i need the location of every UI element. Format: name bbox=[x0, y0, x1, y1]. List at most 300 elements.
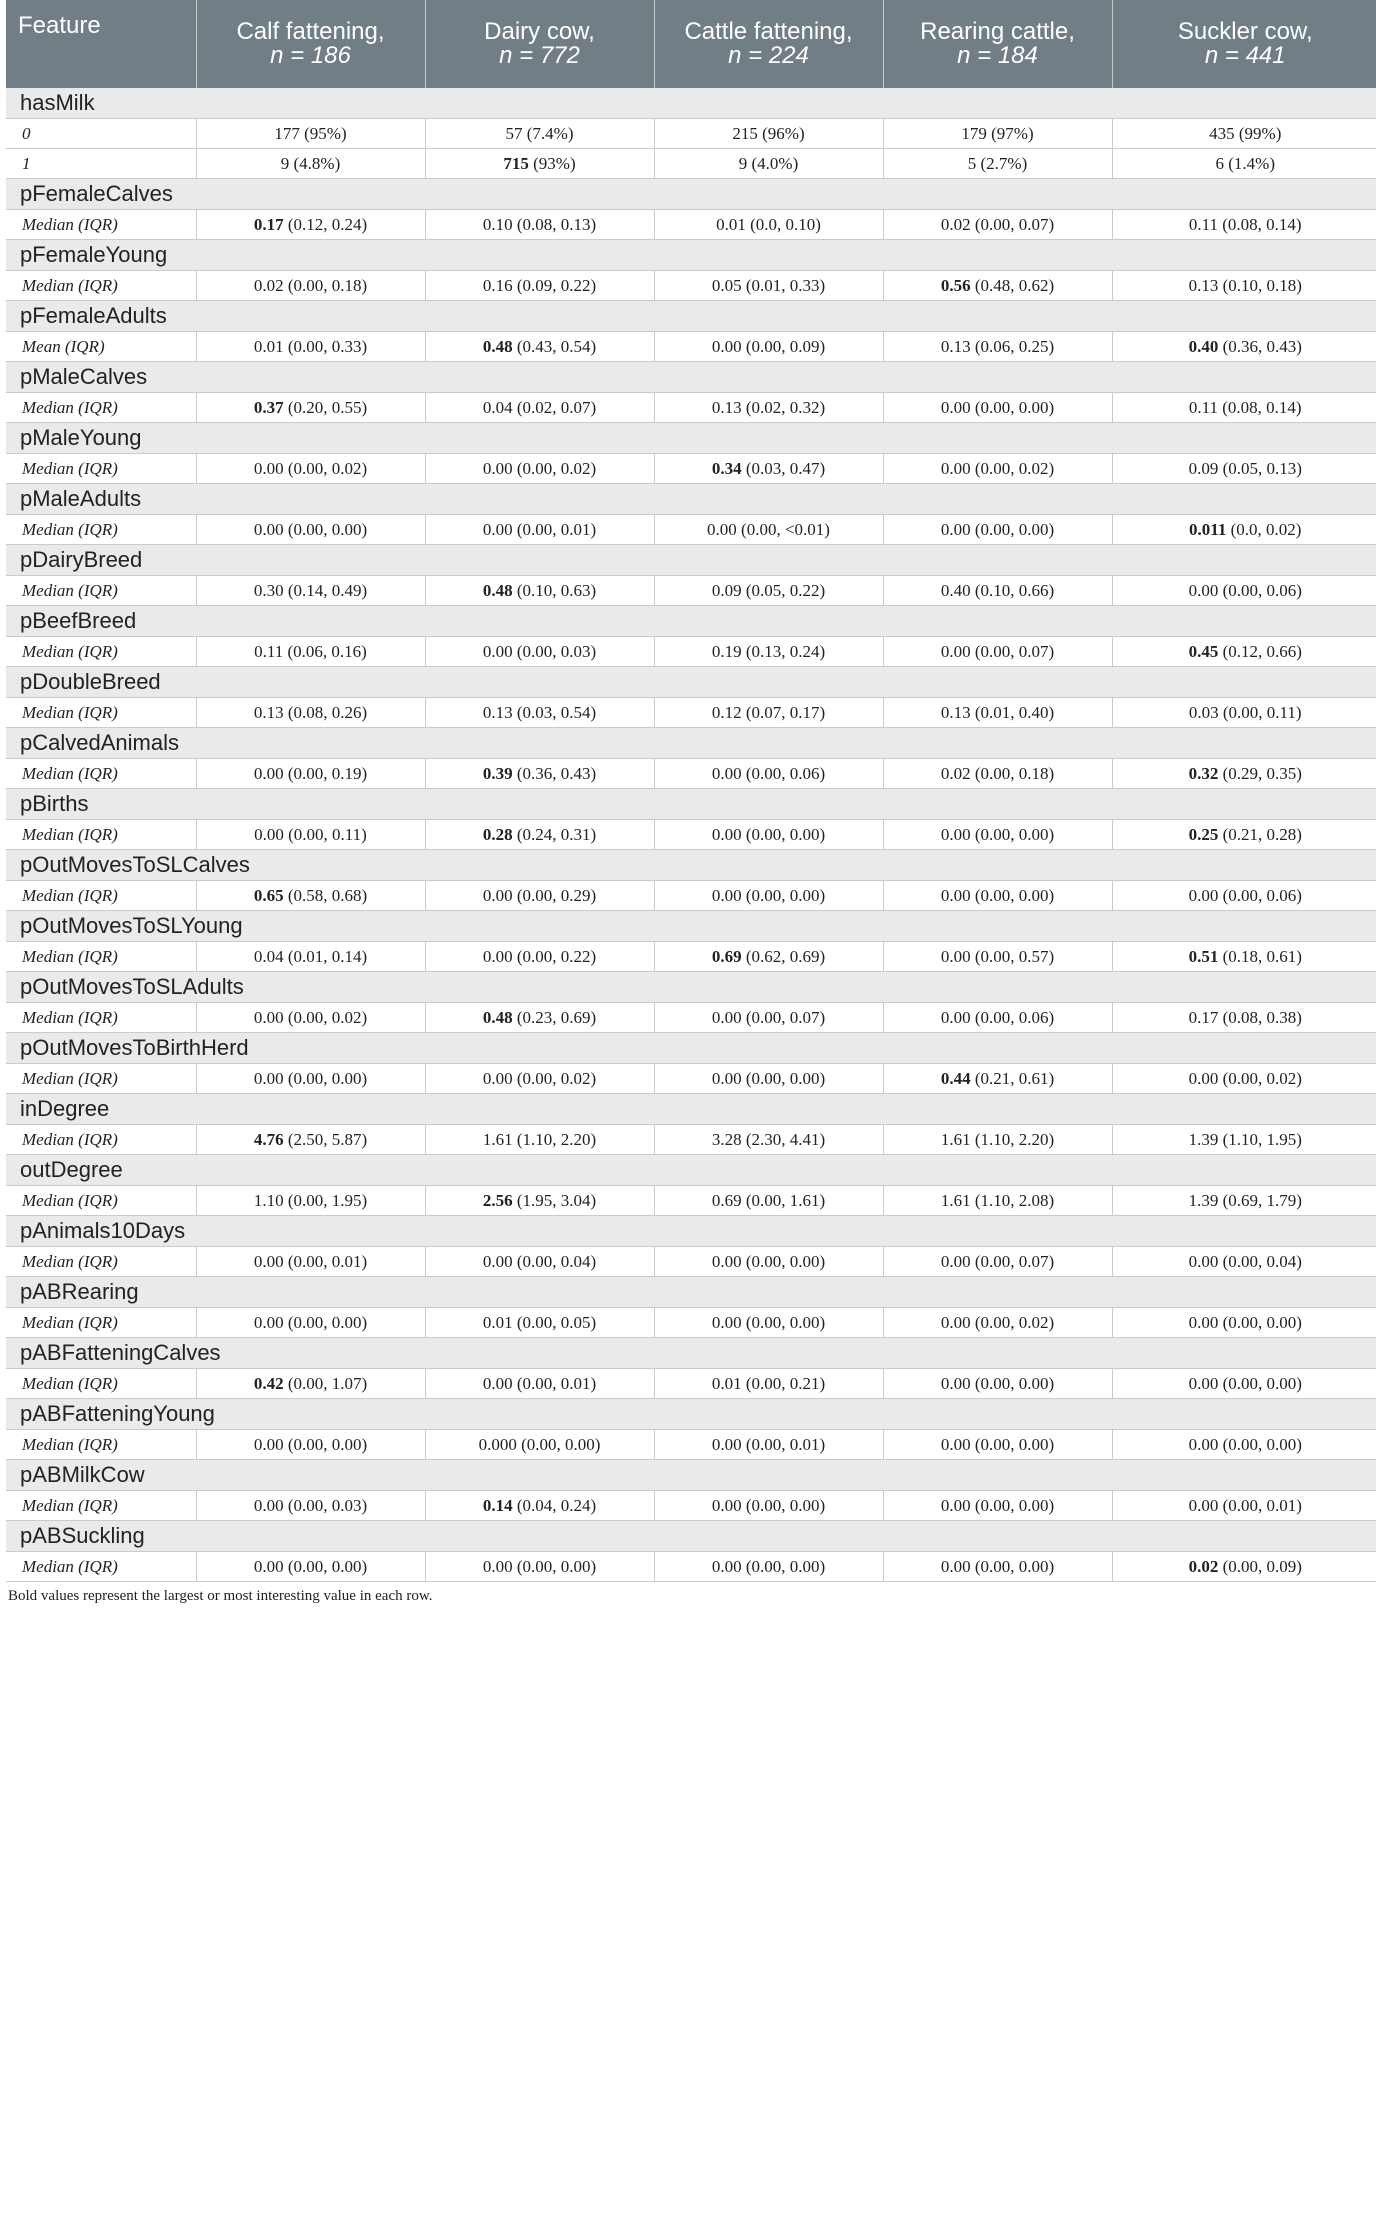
table-cell bbox=[883, 271, 1112, 301]
cell-value: 0.00 (0.00, 0.00) bbox=[711, 1252, 826, 1271]
table-cell bbox=[425, 1308, 654, 1338]
table-cell bbox=[883, 1247, 1112, 1277]
table-cell bbox=[883, 942, 1112, 972]
cell-value: 0.00 (0.00, 0.02) bbox=[940, 1313, 1055, 1332]
table-row bbox=[6, 332, 1376, 362]
cell-value: 177 (95%) bbox=[274, 124, 347, 143]
table-cell bbox=[1112, 332, 1376, 362]
table-cell bbox=[425, 1430, 654, 1460]
table-cell bbox=[654, 149, 883, 179]
table-cell bbox=[1112, 1552, 1376, 1582]
table-cell bbox=[425, 1125, 654, 1155]
cell-value: 0.10 (0.08, 0.13) bbox=[482, 215, 597, 234]
highlight-value: 0.32 bbox=[1188, 764, 1219, 783]
table-cell bbox=[654, 1308, 883, 1338]
cell-value: 0.00 (0.00, 0.04) bbox=[1188, 1252, 1302, 1271]
table-row bbox=[6, 271, 1376, 301]
cell-value: 0.00 (0.00, 0.06) bbox=[711, 764, 826, 783]
table-cell bbox=[654, 637, 883, 667]
row-label: Median (IQR) bbox=[6, 637, 196, 667]
table-cell bbox=[654, 1369, 883, 1399]
table-cell bbox=[196, 393, 425, 423]
table-cell bbox=[1112, 1003, 1376, 1033]
cell-value: 9 (4.8%) bbox=[280, 154, 341, 173]
table-cell bbox=[425, 149, 654, 179]
section-row bbox=[6, 1521, 1376, 1552]
section-title: pDairyBreed bbox=[6, 545, 1376, 576]
highlight-value: 0.17 bbox=[253, 215, 284, 234]
section-row bbox=[6, 1155, 1376, 1186]
table-cell bbox=[883, 1003, 1112, 1033]
table-row bbox=[6, 759, 1376, 789]
cell-value: 0.00 (0.00, 0.00) bbox=[940, 825, 1055, 844]
table-cell bbox=[883, 1064, 1112, 1094]
cell-value: 0.00 (0.00, 0.06) bbox=[940, 1008, 1055, 1027]
table-cell bbox=[425, 637, 654, 667]
table-row bbox=[6, 820, 1376, 850]
cell-value: 0.11 (0.08, 0.14) bbox=[1188, 215, 1302, 234]
table-row bbox=[6, 1552, 1376, 1582]
cell-value: 0.00 (0.00, 0.00) bbox=[940, 1435, 1055, 1454]
row-label: Median (IQR) bbox=[6, 1369, 196, 1399]
table-cell bbox=[883, 1308, 1112, 1338]
table-cell bbox=[654, 1186, 883, 1216]
table-row bbox=[6, 881, 1376, 911]
table-cell bbox=[654, 271, 883, 301]
cell-value: 1.61 (1.10, 2.08) bbox=[940, 1191, 1055, 1210]
section-row bbox=[6, 1094, 1376, 1125]
header-col-n: n = 441 bbox=[1204, 42, 1286, 69]
cell-value: (0.04, 0.24) bbox=[512, 1496, 597, 1515]
table-row bbox=[6, 1186, 1376, 1216]
cell-value: 0.11 (0.06, 0.16) bbox=[254, 642, 367, 661]
cell-value: 0.01 (0.00, 0.33) bbox=[253, 337, 368, 356]
section-title: outDegree bbox=[6, 1155, 1376, 1186]
highlight-value: 0.40 bbox=[1188, 337, 1219, 356]
table-cell bbox=[1112, 1186, 1376, 1216]
table-cell bbox=[883, 454, 1112, 484]
cell-value: 0.04 (0.02, 0.07) bbox=[482, 398, 597, 417]
cell-value: 0.00 (0.00, 0.00) bbox=[1188, 1374, 1302, 1393]
data-table-container bbox=[6, 0, 1376, 1605]
table-cell bbox=[883, 1491, 1112, 1521]
row-label: Median (IQR) bbox=[6, 1491, 196, 1521]
cell-value: 1.10 (0.00, 1.95) bbox=[253, 1191, 368, 1210]
cell-value: (0.12, 0.24) bbox=[283, 215, 368, 234]
cell-value: (2.50, 5.87) bbox=[283, 1130, 368, 1149]
cell-value: 0.000 (0.00, 0.00) bbox=[478, 1435, 601, 1454]
section-title: pAnimals10Days bbox=[6, 1216, 1376, 1247]
cell-value: 0.13 (0.02, 0.32) bbox=[711, 398, 826, 417]
table-cell bbox=[196, 454, 425, 484]
table-cell bbox=[1112, 1064, 1376, 1094]
table-cell bbox=[883, 759, 1112, 789]
table-cell bbox=[883, 210, 1112, 240]
cell-value: (0.00, 1.07) bbox=[283, 1374, 368, 1393]
highlight-value: 0.39 bbox=[482, 764, 513, 783]
section-title: pABFatteningCalves bbox=[6, 1338, 1376, 1369]
highlight-value: 2.56 bbox=[482, 1191, 513, 1210]
section-row bbox=[6, 179, 1376, 210]
table-cell bbox=[1112, 820, 1376, 850]
cell-value: 435 (99%) bbox=[1209, 124, 1282, 143]
table-cell bbox=[196, 576, 425, 606]
highlight-value: 715 bbox=[503, 154, 529, 173]
table-cell bbox=[1112, 1491, 1376, 1521]
row-label: Median (IQR) bbox=[6, 759, 196, 789]
cell-value: 0.00 (0.00, 0.03) bbox=[253, 1496, 368, 1515]
table-cell bbox=[196, 1308, 425, 1338]
section-title: pOutMovesToSLAdults bbox=[6, 972, 1376, 1003]
table-cell bbox=[654, 1125, 883, 1155]
highlight-value: 0.44 bbox=[940, 1069, 971, 1088]
section-row bbox=[6, 606, 1376, 637]
cell-value: 0.00 (0.00, 0.00) bbox=[940, 520, 1055, 539]
cell-value: 0.00 (0.00, 0.07) bbox=[940, 1252, 1055, 1271]
table-cell bbox=[1112, 1308, 1376, 1338]
table-cell bbox=[1112, 119, 1376, 149]
highlight-value: 0.48 bbox=[482, 337, 513, 356]
row-label: Median (IQR) bbox=[6, 1003, 196, 1033]
table-cell bbox=[425, 393, 654, 423]
section-title: pFemaleCalves bbox=[6, 179, 1376, 210]
cell-value: 0.00 (0.00, 0.11) bbox=[254, 825, 367, 844]
cell-value: (0.21, 0.61) bbox=[970, 1069, 1055, 1088]
cell-value: 0.00 (0.00, 0.00) bbox=[940, 398, 1055, 417]
cell-value: 0.13 (0.03, 0.54) bbox=[482, 703, 597, 722]
cell-value: 179 (97%) bbox=[961, 124, 1034, 143]
section-row bbox=[6, 1277, 1376, 1308]
table-cell bbox=[654, 1064, 883, 1094]
highlight-value: 0.56 bbox=[940, 276, 971, 295]
cell-value: 0.00 (0.00, 0.00) bbox=[482, 1557, 597, 1576]
header-col-name: Rearing cattle, bbox=[920, 18, 1075, 45]
cell-value: 215 (96%) bbox=[732, 124, 805, 143]
table-cell bbox=[425, 1003, 654, 1033]
table-cell bbox=[654, 515, 883, 545]
table-cell bbox=[196, 637, 425, 667]
cell-value: 0.13 (0.10, 0.18) bbox=[1188, 276, 1302, 295]
highlight-value: 0.011 bbox=[1189, 520, 1227, 539]
header-dairy-cow bbox=[425, 0, 654, 88]
table-cell bbox=[654, 576, 883, 606]
section-row bbox=[6, 1399, 1376, 1430]
table-cell bbox=[425, 942, 654, 972]
section-row bbox=[6, 667, 1376, 698]
section-row bbox=[6, 1338, 1376, 1369]
table-cell bbox=[654, 210, 883, 240]
section-row bbox=[6, 1460, 1376, 1491]
section-title: pABFatteningYoung bbox=[6, 1399, 1376, 1430]
cell-value: 0.69 (0.00, 1.61) bbox=[711, 1191, 826, 1210]
table-cell bbox=[1112, 515, 1376, 545]
table-cell bbox=[196, 210, 425, 240]
cell-value: 0.04 (0.01, 0.14) bbox=[253, 947, 368, 966]
highlight-value: 0.02 bbox=[1188, 1557, 1219, 1576]
cell-value: 0.00 (0.00, 0.00) bbox=[711, 1496, 826, 1515]
table-cell bbox=[1112, 698, 1376, 728]
table-cell bbox=[654, 332, 883, 362]
row-label: Median (IQR) bbox=[6, 210, 196, 240]
table-row bbox=[6, 698, 1376, 728]
cell-value: 1.39 (1.10, 1.95) bbox=[1188, 1130, 1302, 1149]
table-cell bbox=[654, 454, 883, 484]
cell-value: 0.13 (0.08, 0.26) bbox=[253, 703, 368, 722]
table-cell bbox=[425, 515, 654, 545]
highlight-value: 0.28 bbox=[482, 825, 513, 844]
section-row bbox=[6, 545, 1376, 576]
cell-value: 0.00 (0.00, 0.00) bbox=[253, 1069, 368, 1088]
table-cell bbox=[425, 881, 654, 911]
cell-value: 0.00 (0.00, 0.06) bbox=[1188, 886, 1302, 905]
table-cell bbox=[654, 820, 883, 850]
highlight-value: 4.76 bbox=[253, 1130, 284, 1149]
header-col-name: Cattle fattening, bbox=[684, 18, 853, 45]
table-cell bbox=[425, 271, 654, 301]
table-cell bbox=[654, 698, 883, 728]
table-row bbox=[6, 1064, 1376, 1094]
highlight-value: 0.45 bbox=[1188, 642, 1219, 661]
cell-value: (0.48, 0.62) bbox=[970, 276, 1055, 295]
table-cell bbox=[883, 1369, 1112, 1399]
row-label: Median (IQR) bbox=[6, 698, 196, 728]
cell-value: 0.12 (0.07, 0.17) bbox=[711, 703, 826, 722]
cell-value: 6 (1.4%) bbox=[1215, 154, 1275, 173]
cell-value: 0.01 (0.0, 0.10) bbox=[716, 215, 821, 234]
table-cell bbox=[1112, 210, 1376, 240]
table-cell bbox=[1112, 393, 1376, 423]
table-cell bbox=[883, 1125, 1112, 1155]
table-cell bbox=[654, 1491, 883, 1521]
table-cell bbox=[196, 1430, 425, 1460]
cell-value: 0.00 (0.00, 0.02) bbox=[482, 1069, 597, 1088]
section-row bbox=[6, 789, 1376, 820]
table-cell bbox=[1112, 881, 1376, 911]
table-row bbox=[6, 119, 1376, 149]
table-cell bbox=[196, 759, 425, 789]
cell-value: 0.05 (0.01, 0.33) bbox=[711, 276, 826, 295]
table-cell bbox=[1112, 1430, 1376, 1460]
section-row bbox=[6, 301, 1376, 332]
header-col-name: Dairy cow, bbox=[484, 18, 595, 45]
cell-value: 0.02 (0.00, 0.18) bbox=[940, 764, 1055, 783]
row-label: Mean (IQR) bbox=[6, 332, 196, 362]
table-cell bbox=[883, 119, 1112, 149]
row-label: Median (IQR) bbox=[6, 454, 196, 484]
header-col-n: n = 186 bbox=[270, 42, 351, 69]
table-cell bbox=[654, 119, 883, 149]
cell-value: (0.36, 0.43) bbox=[1218, 337, 1302, 356]
cell-value: 0.00 (0.00, 0.00) bbox=[253, 1435, 368, 1454]
section-row bbox=[6, 240, 1376, 271]
cell-value: 5 (2.7%) bbox=[967, 154, 1028, 173]
table-cell bbox=[425, 1369, 654, 1399]
cell-value: (0.10, 0.63) bbox=[512, 581, 597, 600]
cell-value: 0.00 (0.00, 0.01) bbox=[482, 520, 597, 539]
table-cell bbox=[425, 1064, 654, 1094]
cell-value: 0.00 (0.00, 0.01) bbox=[711, 1435, 826, 1454]
section-title: pFemaleYoung bbox=[6, 240, 1376, 271]
table-cell bbox=[425, 820, 654, 850]
cell-value: 0.00 (0.00, 0.06) bbox=[1188, 581, 1302, 600]
cell-value: (0.0, 0.02) bbox=[1226, 520, 1302, 539]
table-cell bbox=[883, 393, 1112, 423]
row-label: Median (IQR) bbox=[6, 1186, 196, 1216]
table-cell bbox=[654, 1430, 883, 1460]
cell-value: 0.00 (0.00, 0.22) bbox=[482, 947, 597, 966]
table-cell bbox=[1112, 149, 1376, 179]
table-cell bbox=[883, 637, 1112, 667]
section-title: hasMilk bbox=[6, 88, 1376, 119]
table-row bbox=[6, 1308, 1376, 1338]
cell-value: 0.00 (0.00, 0.00) bbox=[711, 886, 826, 905]
header-rearing-cattle bbox=[883, 0, 1112, 88]
table-cell bbox=[196, 698, 425, 728]
cell-value: (0.21, 0.28) bbox=[1218, 825, 1302, 844]
table-cell bbox=[425, 576, 654, 606]
row-label: Median (IQR) bbox=[6, 820, 196, 850]
table-row bbox=[6, 1003, 1376, 1033]
section-title: pABRearing bbox=[6, 1277, 1376, 1308]
cell-value: (0.00, 0.09) bbox=[1218, 1557, 1302, 1576]
table-row bbox=[6, 515, 1376, 545]
table-cell bbox=[425, 119, 654, 149]
table-cell bbox=[1112, 759, 1376, 789]
cell-value: 1.39 (0.69, 1.79) bbox=[1188, 1191, 1302, 1210]
cell-value: (0.29, 0.35) bbox=[1218, 764, 1302, 783]
table-cell bbox=[883, 515, 1112, 545]
table-row bbox=[6, 942, 1376, 972]
table-cell bbox=[654, 1247, 883, 1277]
cell-value: 0.00 (0.00, 0.00) bbox=[940, 886, 1055, 905]
section-row bbox=[6, 362, 1376, 393]
header-feature: Feature bbox=[6, 0, 196, 88]
table-cell bbox=[196, 1552, 425, 1582]
header-suckler-cow bbox=[1112, 0, 1376, 88]
cell-value: 0.19 (0.13, 0.24) bbox=[711, 642, 826, 661]
cell-value: 0.02 (0.00, 0.07) bbox=[940, 215, 1055, 234]
section-title: pBeefBreed bbox=[6, 606, 1376, 637]
row-label: 1 bbox=[6, 149, 196, 179]
row-label: Median (IQR) bbox=[6, 1308, 196, 1338]
section-row bbox=[6, 484, 1376, 515]
table-cell bbox=[1112, 942, 1376, 972]
cell-value: (0.36, 0.43) bbox=[512, 764, 597, 783]
cell-value: 0.00 (0.00, 0.07) bbox=[940, 642, 1055, 661]
cell-value: 3.28 (2.30, 4.41) bbox=[711, 1130, 826, 1149]
cell-value: 0.03 (0.00, 0.11) bbox=[1188, 703, 1302, 722]
table-cell bbox=[883, 820, 1112, 850]
table-row bbox=[6, 210, 1376, 240]
highlight-value: 0.48 bbox=[482, 1008, 513, 1027]
table-cell bbox=[1112, 1125, 1376, 1155]
cell-value: 0.01 (0.00, 0.05) bbox=[482, 1313, 597, 1332]
highlight-value: 0.42 bbox=[253, 1374, 284, 1393]
cell-value: 0.01 (0.00, 0.21) bbox=[711, 1374, 826, 1393]
highlight-value: 0.48 bbox=[482, 581, 513, 600]
cell-value: 0.09 (0.05, 0.13) bbox=[1188, 459, 1302, 478]
cell-value: 0.00 (0.00, 0.01) bbox=[253, 1252, 368, 1271]
section-title: pOutMovesToBirthHerd bbox=[6, 1033, 1376, 1064]
cell-value: 0.00 (0.00, <0.01) bbox=[707, 520, 830, 539]
table-cell bbox=[654, 942, 883, 972]
table-cell bbox=[425, 210, 654, 240]
section-title: pMaleAdults bbox=[6, 484, 1376, 515]
section-title: inDegree bbox=[6, 1094, 1376, 1125]
row-label: Median (IQR) bbox=[6, 942, 196, 972]
highlight-value: 0.25 bbox=[1188, 825, 1219, 844]
table-cell bbox=[883, 576, 1112, 606]
header-col-name: Calf fattening, bbox=[236, 18, 385, 45]
table-cell bbox=[654, 1552, 883, 1582]
table-cell bbox=[196, 1125, 425, 1155]
table-cell bbox=[425, 1491, 654, 1521]
table-cell bbox=[425, 454, 654, 484]
cell-value: 0.00 (0.00, 0.00) bbox=[1188, 1435, 1302, 1454]
table-cell bbox=[196, 881, 425, 911]
table-cell bbox=[196, 515, 425, 545]
table-cell bbox=[196, 271, 425, 301]
header-col-n: n = 184 bbox=[957, 42, 1038, 69]
table-row bbox=[6, 1125, 1376, 1155]
table-cell bbox=[1112, 576, 1376, 606]
table-row bbox=[6, 393, 1376, 423]
table-cell bbox=[196, 1491, 425, 1521]
table-header bbox=[6, 0, 1376, 88]
cell-value: 0.00 (0.00, 0.04) bbox=[482, 1252, 597, 1271]
row-label: Median (IQR) bbox=[6, 515, 196, 545]
cell-value: 0.00 (0.00, 0.07) bbox=[711, 1008, 826, 1027]
row-label: Median (IQR) bbox=[6, 1430, 196, 1460]
section-row bbox=[6, 728, 1376, 759]
table-cell bbox=[654, 881, 883, 911]
table-cell bbox=[196, 1369, 425, 1399]
table-row bbox=[6, 576, 1376, 606]
table-cell bbox=[196, 1186, 425, 1216]
section-row bbox=[6, 911, 1376, 942]
table-row bbox=[6, 637, 1376, 667]
cell-value: 0.13 (0.06, 0.25) bbox=[940, 337, 1055, 356]
cell-value: (0.58, 0.68) bbox=[283, 886, 368, 905]
section-row bbox=[6, 88, 1376, 119]
cell-value: 0.00 (0.00, 0.09) bbox=[711, 337, 826, 356]
table-row bbox=[6, 1247, 1376, 1277]
table-cell bbox=[1112, 1247, 1376, 1277]
table-cell bbox=[425, 759, 654, 789]
table-cell bbox=[883, 1186, 1112, 1216]
cell-value: 0.00 (0.00, 0.00) bbox=[253, 1557, 368, 1576]
table-row bbox=[6, 1430, 1376, 1460]
cell-value: 1.61 (1.10, 2.20) bbox=[940, 1130, 1055, 1149]
cell-value: 1.61 (1.10, 2.20) bbox=[482, 1130, 597, 1149]
section-title: pABMilkCow bbox=[6, 1460, 1376, 1491]
table-cell bbox=[883, 881, 1112, 911]
section-row bbox=[6, 850, 1376, 881]
cell-value: (93%) bbox=[528, 154, 576, 173]
table-cell bbox=[196, 820, 425, 850]
section-title: pOutMovesToSLYoung bbox=[6, 911, 1376, 942]
cell-value: 0.00 (0.00, 0.00) bbox=[940, 1374, 1055, 1393]
features-table bbox=[6, 0, 1376, 1582]
cell-value: 0.00 (0.00, 0.03) bbox=[482, 642, 597, 661]
cell-value: 0.00 (0.00, 0.01) bbox=[1188, 1496, 1302, 1515]
table-cell bbox=[1112, 637, 1376, 667]
table-cell bbox=[883, 1430, 1112, 1460]
table-footnote: Bold values represent the largest or most interesting value in each row. bbox=[8, 1588, 433, 1604]
cell-value: 0.00 (0.00, 0.00) bbox=[711, 1557, 826, 1576]
cell-value: 0.00 (0.00, 0.02) bbox=[482, 459, 597, 478]
cell-value: 0.00 (0.00, 0.00) bbox=[940, 1496, 1055, 1515]
